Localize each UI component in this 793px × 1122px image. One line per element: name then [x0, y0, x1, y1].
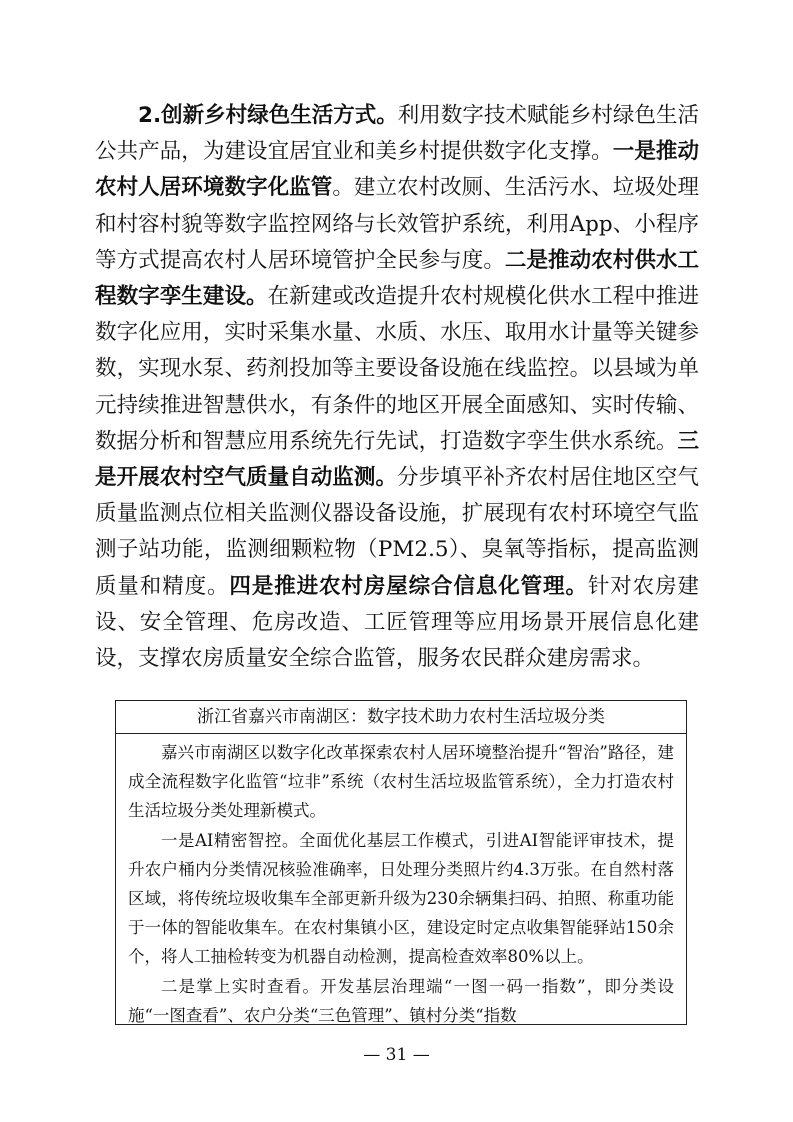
item-2-heading: 二是推动农村供水工程数字孪生建设。: [95, 247, 699, 310]
case-study-title: 浙江省嘉兴市南湖区：数字技术助力农村生活垃圾分类: [116, 701, 686, 734]
case-paragraph: 二是掌上实时查看。开发基层治理端“一图一码一指数”，即分类设施“一图查看”、农户分类“三色管理”、镇村分类“指数: [128, 976, 674, 1025]
case-paragraph: 一是AI精密智控。全面优化基层工作模式，引进AI智能评审技术，提升农户桶内分类情况核验准确率，日处理分类照片约4.3万张。在自然村落区域，将传统垃圾收集车全部更新升级为230余辆集扫码、拍照、称重功能于一体的智能收集车。在农村集镇小区，建设定时定点收集智能驿站150余个，将人工抽检转变为机器自动检测，提高检查效率80%以上。: [128, 830, 674, 967]
item-1-heading: 一是推动农村人居环境数字化监管: [95, 139, 699, 201]
section-heading: 2.创新乡村绿色生活方式。: [138, 103, 398, 128]
case-paragraph: 嘉兴市南湖区以数字化改革探索农村人居环境整治提升“智治”路径，建成全流程数字化监管“垃非”系统（农村生活垃圾监管系统），全力打造农村生活垃圾分类处理新模式。: [128, 743, 674, 821]
item-2-text: 在新建或改造提升农村规模化供水工程中推进数字化应用，实时采集水量、水质、水压、取用水计量等关键参数，实现水泵、药剂投加等主要设备设施在线监控。以县域为单元持续推进智慧供水，有条件的地区开展全面感知、实时传输、数据分析和智慧应用系统先行先试，打造数字孪生供水系统。: [95, 284, 699, 454]
section-intro: 利用数字技术赋能乡村绿色生活公共产品，为建设宜居宜业和美乡村提供数字化支撑。: [95, 103, 699, 165]
item-1-text: 。建立农村改厕、生活污水、垃圾处理和村容村貌等数字监控网络与长效管护系统，利用App、小程序等方式提高农村人居环境管护全民参与度。: [95, 175, 699, 273]
main-text-block: [95, 98, 699, 677]
page-number: — 31 —: [363, 1045, 430, 1065]
item-4-heading: 四是推进农村房屋综合信息化管理。: [229, 573, 588, 599]
item-4-text: 针对农房建设、安全管理、危房改造、工匠管理等应用场景开展信息化建设，支撑农房质量安全综合监管，服务农民群众建房需求。: [95, 573, 699, 672]
main-paragraph: [95, 98, 699, 677]
item-3-text: 分步填平补齐农村居住地区空气质量监测点位相关监测仪器设备设施，扩展现有农村环境空气监测子站功能，监测细颗粒物（PM2.5）、臭氧等指标，提高监测质量和精度。: [95, 465, 699, 599]
case-study-body: [116, 734, 686, 1025]
case-study-box: [115, 700, 687, 1025]
item-3-heading: 三是开展农村空气质量自动监测。: [95, 428, 699, 491]
